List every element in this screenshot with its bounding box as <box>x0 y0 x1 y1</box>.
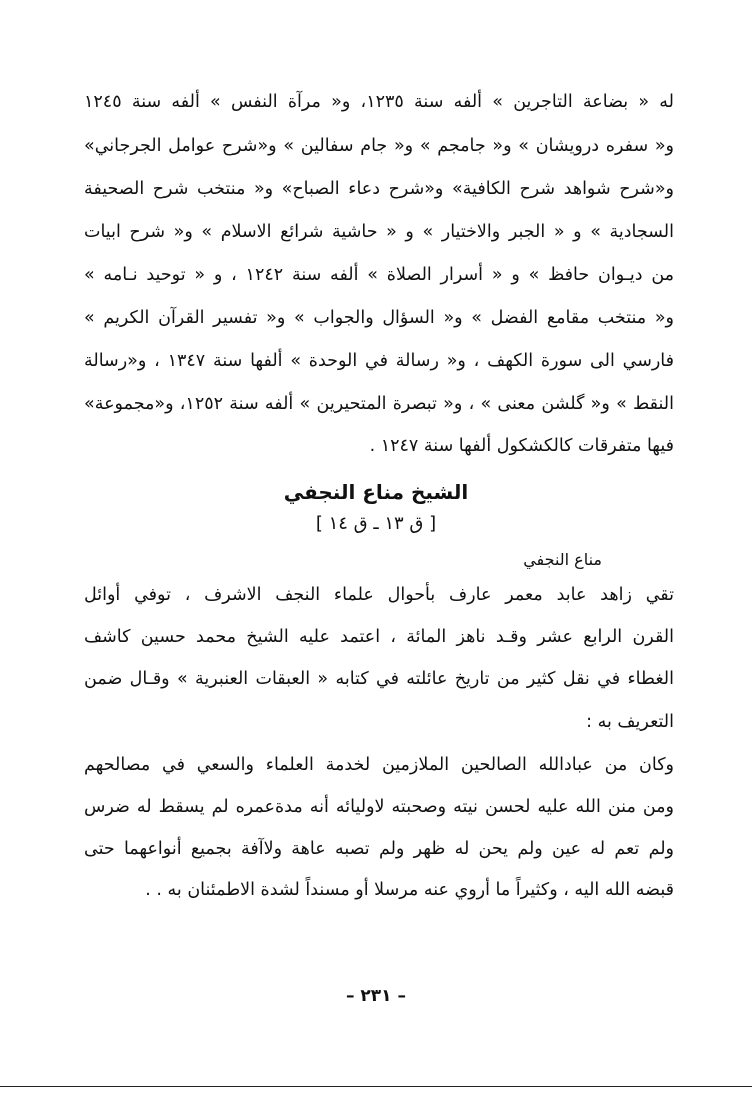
page-number: – ٢٣١ – <box>346 986 406 1006</box>
text-line: من ديـوان حافظ » و « أسرار الصلاة » ألفه سنة ١٢٤٢ ، و « توحيد نـامه » <box>84 265 674 285</box>
text-line: التعريف به : <box>586 712 674 732</box>
text-line: و« منتخب مقامع الفضل » و« السؤال والجواب » و« تفسير القرآن الكريم » <box>84 308 674 328</box>
section-title: الشيخ مناع النجفي <box>283 480 469 504</box>
entry-name-label: مناع النجفي <box>523 550 602 569</box>
text-line: السجادية » و « الجبر والاختيار » و « حاشية شرائع الاسلام » و« شرح ابيات <box>84 222 674 242</box>
text-line: النقط » و« گلشن معنى » ، و« تبصرة المتحيرين » ألفه سنة ١٢٥٢، و«مجموعة» <box>84 394 674 414</box>
text-line: له « بضاعة التاجرين » ألفه سنة ١٢٣٥، و« مرآة النفس » ألفه سنة ١٢٤٥ <box>84 92 674 112</box>
text-line: و« سفره درويشان » و« جامجم » و« جام سفالين » و«شرح عوامل الجرجاني» <box>84 136 674 156</box>
text-line: ومن منن الله عليه لحسن نيته وصحبته لاوليائه أنه مدةعمره لم يسقط له ضرس <box>84 797 674 817</box>
text-line: وكان من عبادالله الصالحين الملازمين لخدمة العلماء والسعي في مصالحهم <box>84 755 674 775</box>
section-date-range: [ ق ١٣ ـ ق ١٤ ] <box>315 513 437 534</box>
text-line: ولم تعم له عين ولم يحن له ظهر ولم تصبه عاهة ولاآفة بجميع أنواعهما حتى <box>84 839 674 859</box>
text-line: و«شرح شواهد شرح الكافية» و«شرح دعاء الصباح» و« منتخب شرح الصحيفة <box>84 179 674 199</box>
text-line: فيها متفرقات كالكشكول ألفها سنة ١٢٤٧ . <box>369 436 674 456</box>
text-line: تقي زاهد عابد معمر عارف بأحوال علماء النجف الاشرف ، توفي أوائل <box>84 585 674 605</box>
bottom-divider <box>0 1086 752 1087</box>
text-line: الغطاء في نقل كثير من تاريخ عائلته في كتابه « العبقات العنبرية » وقـال ضمن <box>84 669 674 689</box>
text-line: القرن الرابع عشر وقـد ناهز المائة ، اعتمد عليه الشيخ محمد حسين كاشف <box>84 627 674 647</box>
text-line: قبضه الله اليه ، وكثيراً ما أروي عنه مرسلا أو مسنداً لشدة الاطمئنان به . . <box>145 880 674 900</box>
text-line: فارسي الى سورة الكهف ، و« رسالة في الوحدة » ألفها سنة ١٣٤٧ ، و«رسالة <box>84 351 674 371</box>
